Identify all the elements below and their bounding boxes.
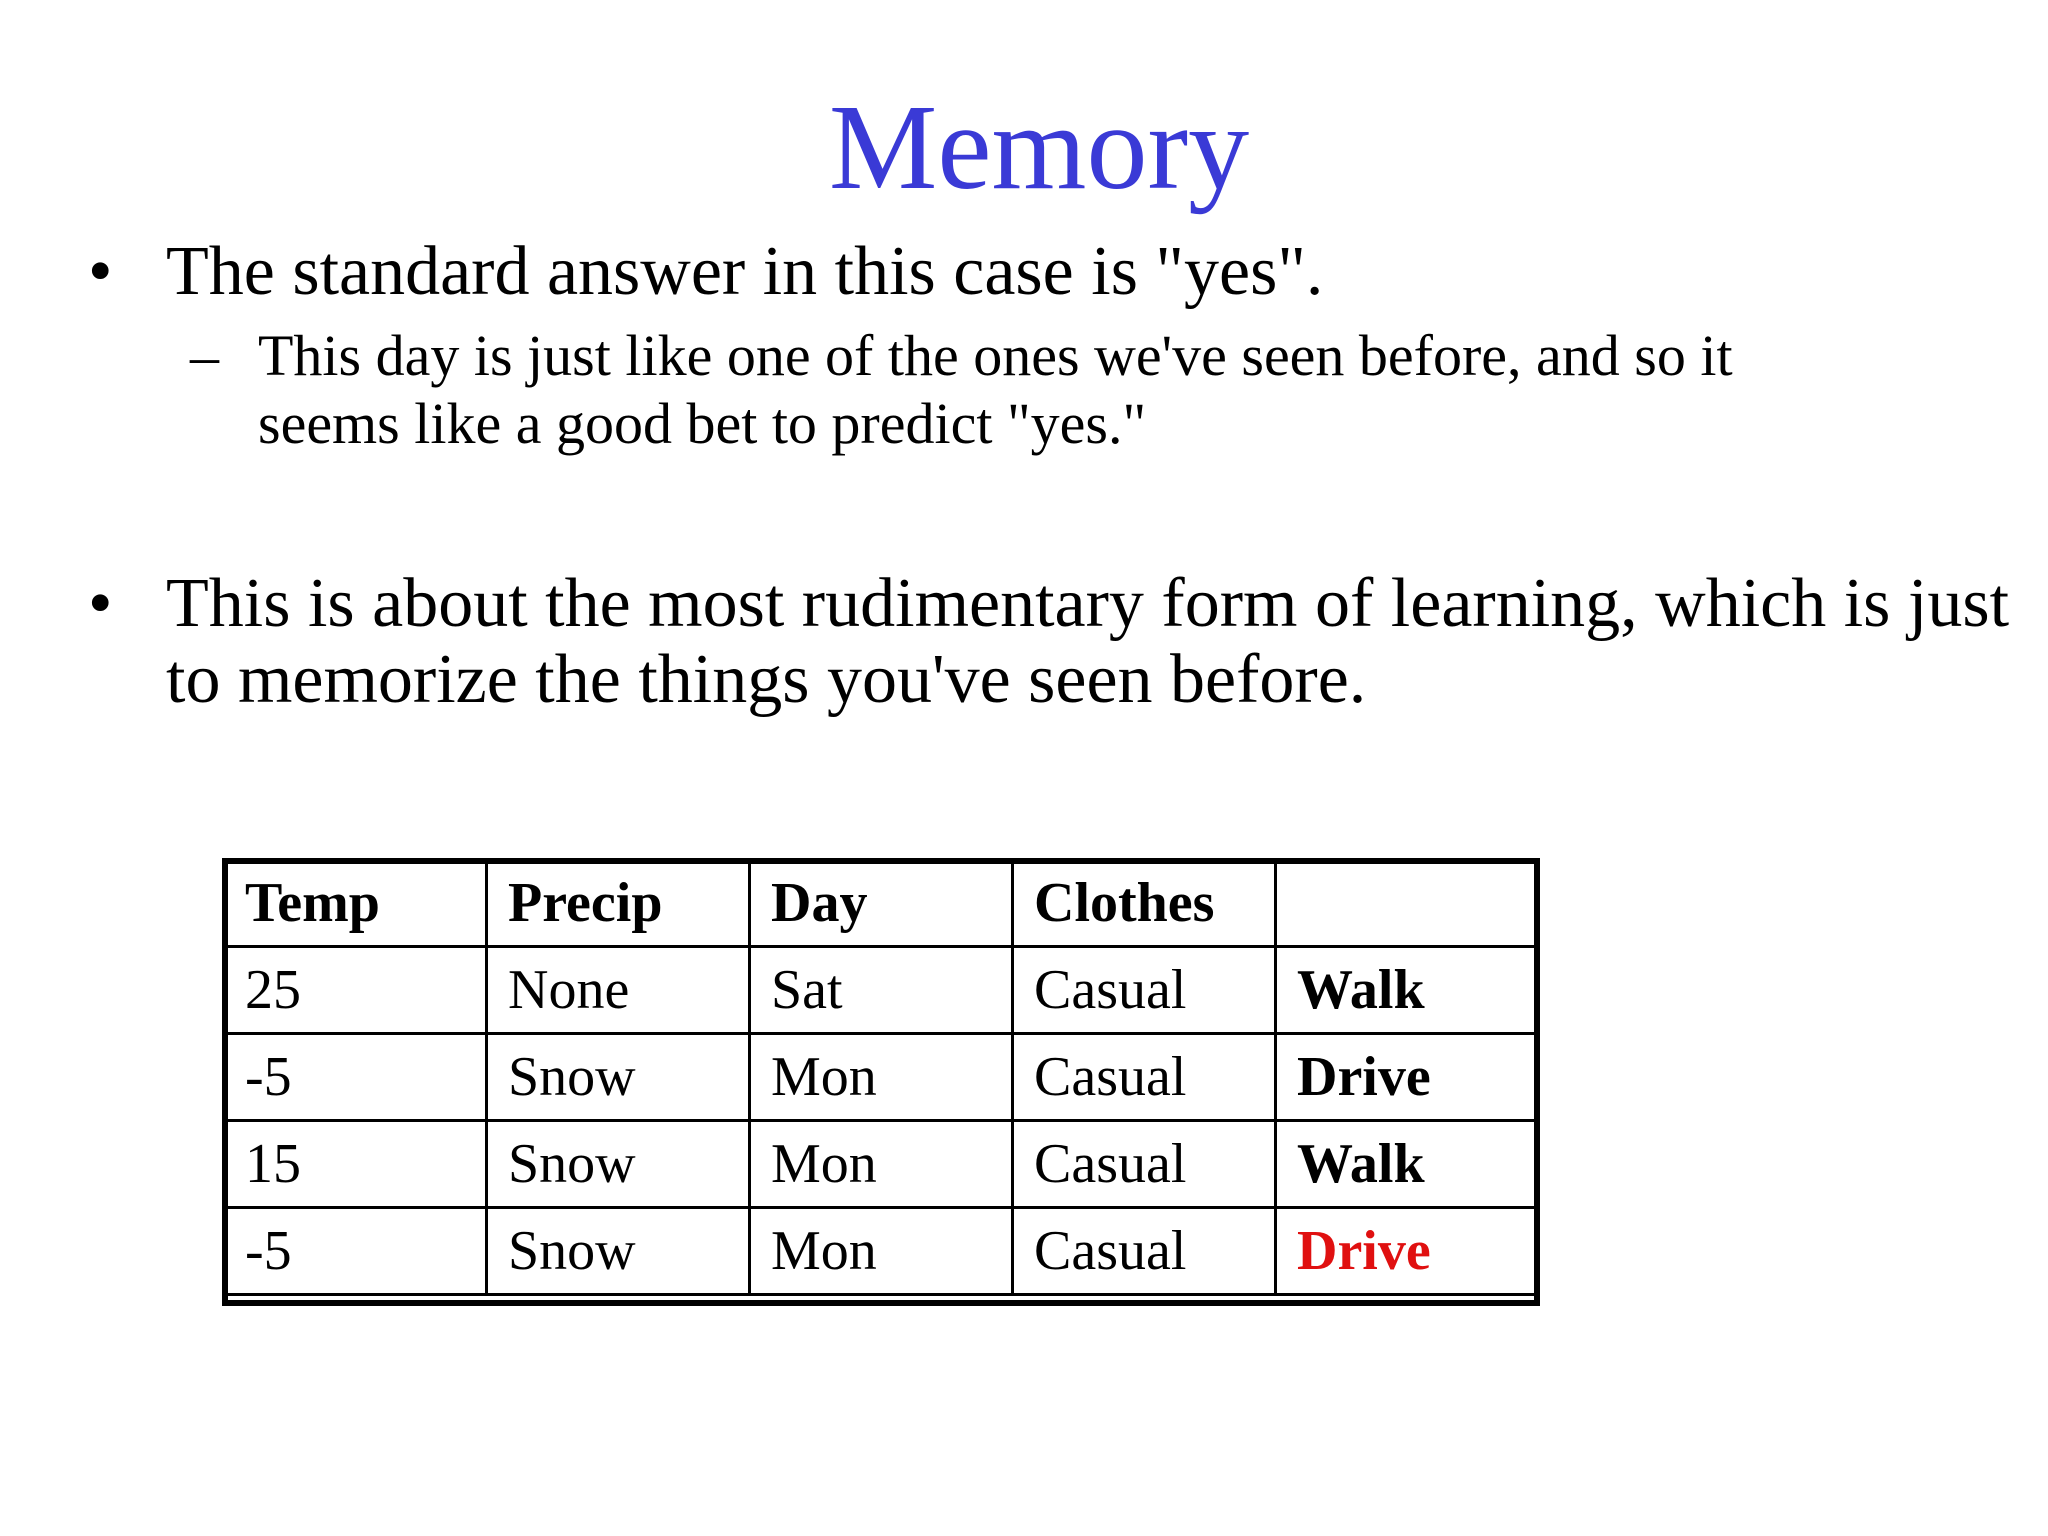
table-row <box>224 1208 1539 1295</box>
table-cell: Casual <box>1013 947 1276 1034</box>
data-table <box>222 858 1540 1296</box>
table-outcome-cell: Walk <box>1276 1121 1539 1208</box>
table-header-cell: Day <box>750 860 1013 947</box>
table-cell: Snow <box>487 1121 750 1208</box>
table-cell: -5 <box>224 1208 487 1295</box>
table-header-cell: Clothes <box>1013 860 1276 947</box>
slide-title: Memory <box>828 80 1250 215</box>
table-cell: Casual <box>1013 1208 1276 1295</box>
bullet-text: The standard answer in this case is "yes". <box>166 233 1324 310</box>
table-outcome-cell: Drive <box>1276 1034 1539 1121</box>
table-cell: Casual <box>1013 1034 1276 1121</box>
table-cell: 25 <box>224 947 487 1034</box>
bullet-marker: • <box>88 233 113 310</box>
table-cell: Snow <box>487 1208 750 1295</box>
table-header-cell <box>1276 860 1539 947</box>
table-header-row <box>224 860 1539 947</box>
table-cell: Casual <box>1013 1121 1276 1208</box>
sub-bullet-line: seems like a good bet to predict "yes." <box>258 391 1147 456</box>
table-cell: -5 <box>224 1034 487 1121</box>
bullet-item <box>88 234 1988 314</box>
table-header-cell: Precip <box>487 860 750 947</box>
bullet-item <box>88 566 2008 726</box>
table-row <box>224 1121 1539 1208</box>
bullet-line: to memorize the things you've seen before. <box>166 641 1367 718</box>
table-row <box>224 1034 1539 1121</box>
table-row <box>224 947 1539 1034</box>
table-cell: Mon <box>750 1208 1013 1295</box>
table-cell: Mon <box>750 1121 1013 1208</box>
bullet-text <box>166 566 2009 718</box>
table-cell: 15 <box>224 1121 487 1208</box>
sub-bullet-line: This day is just like one of the ones we've seen before, and so it <box>258 323 1733 388</box>
sub-bullet-text <box>258 322 1733 458</box>
sub-bullet-marker: – <box>190 323 219 388</box>
table-outcome-cell-highlighted: Drive <box>1276 1208 1539 1295</box>
table-cell: Snow <box>487 1034 750 1121</box>
bullet-line: This is about the most rudimentary form of learning, which is just <box>166 565 2010 642</box>
table-outcome-cell: Walk <box>1276 947 1539 1034</box>
table-cell: None <box>487 947 750 1034</box>
bullet-marker: • <box>88 565 113 642</box>
table-cell: Mon <box>750 1034 1013 1121</box>
table-header-cell: Temp <box>224 860 487 947</box>
table-cell: Sat <box>750 947 1013 1034</box>
